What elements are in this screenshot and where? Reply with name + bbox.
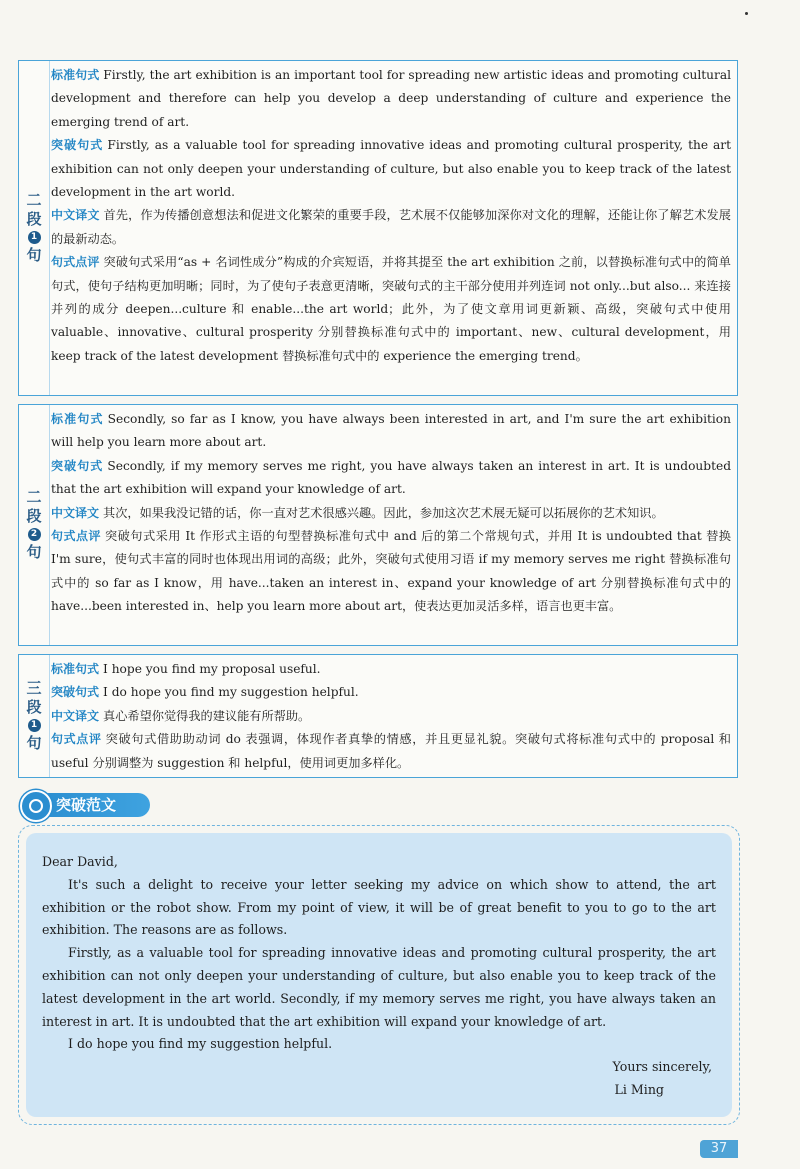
letter-greeting: Dear David, [42,854,118,869]
side-char: 段 [26,210,42,228]
magnifier-icon [20,790,52,822]
side-number-badge: 2 [28,528,41,541]
tag-label: 中文译文 [51,505,100,520]
para-text: I hope you find my proposal useful. [103,662,321,676]
chinese-translation [51,502,731,525]
standard-sentence [51,408,731,455]
tag-label: 标准句式 [51,662,100,676]
tag-label: 句式点评 [51,732,102,747]
tag-label: 中文译文 [51,208,100,223]
improved-sentence [51,455,731,502]
para-text: 突破句式借助助动词 do 表强调，体现作者真挚的情感，并且更显礼貌。突破句式将标准句式中的 proposal 和 useful 分别调整为 suggestion 和 helpful，使用词更加多样化。 [51,732,731,770]
para-text: I do hope you find my suggestion helpful. [103,685,359,700]
para-text: 突破句式采用“as + 名词性成分”构成的介宾短语，并将其提至 the art exhibition 之前，以替换标准句式中的简单句式，使句子结构更加明晰；同时，为了使句子表意更清晰，突破句式的主干部分使用并列连词 not only...but also... 来连接并列的成分 deepen...culture 和 enable...the art world；此外，为了使文章用词更新颖、高级，突破句式中使用 valuable、innovative、cultural prosperity 分别替换标准句式中的 important、new、cultural development，用 keep track of the latest development 替换标准句式中的 experience the emerging trend。 [51,255,731,363]
sentence-comment [51,728,731,775]
standard-sentence [51,658,731,681]
para-text: Secondly, so far as I know, you have always been interested in art, and I'm sure the art exhibition will help you learn more about art. [51,412,731,450]
sentence-comment [51,251,731,368]
para-text: 首先，作为传播创意想法和促进文化繁荣的重要手段，艺术展不仅能够加深你对文化的理解，还能让你了解艺术发展的最新动态。 [51,208,731,246]
side-char: 三 [26,679,42,697]
tag-label: 中文译文 [51,708,100,723]
letter-paragraph: It's such a delight to receive your letter seeking my advice on which show to attend, the art exhibition or the robot show. From my point of view, it will be of great benefit to you to go to the art exhibition. The reasons are as follows. [42,876,716,938]
letter-panel [26,833,732,1117]
letter-paragraph: Firstly, as a valuable tool for spreading innovative ideas and promoting cultural prosperity, the art exhibition can not only deepen your understanding of culture, but also enable you to keep track of the latest development in the art world. Secondly, if my memory serves me right, you have always taken an interest in art. It is undoubted that the art exhibition will expand your knowledge of art. [42,945,716,1029]
para-text: Firstly, the art exhibition is an important tool for spreading new artistic ideas and promoting cultural development and therefore can help you develop a deep understanding of culture and experience the emerging trend of art. [51,68,731,129]
page-number: 37 [700,1140,738,1158]
model-essay-box [18,825,740,1125]
chinese-translation [51,705,731,728]
side-char: 段 [26,507,42,525]
tag-label: 突破句式 [51,458,104,473]
side-char: 句 [26,543,42,561]
section-paragraph2-sentence1 [18,60,738,396]
section-body [51,408,731,619]
side-number-badge: 1 [28,231,41,244]
side-char: 句 [26,734,42,752]
para-text: Firstly, as a valuable tool for spreading innovative ideas and promoting cultural prosperity, the art exhibition can not only deepen your understanding of culture, but also enable you to keep track of the latest development in the art world. [51,138,731,200]
letter-text [42,851,716,1102]
tag-label: 突破句式 [51,685,100,700]
speck [745,12,748,15]
section-body [51,658,731,775]
standard-sentence [51,64,731,134]
improved-sentence [51,681,731,704]
tag-label: 突破句式 [51,138,104,153]
para-text: 真心希望你觉得我的建议能有所帮助。 [103,708,311,723]
tag-label: 句式点评 [51,255,100,270]
section-side-label [19,405,50,645]
section-body [51,64,731,368]
letter-paragraph: I do hope you find my suggestion helpful. [68,1036,333,1052]
para-text: 突破句式采用 It 作形式主语的句型替换标准句式中 and 后的第二个常规句式，并用 It is undoubted that 替换 I'm sure，使句式丰富的同时也体现出用词的高级；此外，突破句式使用习语 if my memory serves me right 替换标准句式中的 so far as I know，用 have...taken an interest in、expand your knowledge of art 分别替换标准句式中的 have...been interested in、help you learn more about art，使表达更加灵活多样，语言也更丰富。 [51,529,731,614]
section-paragraph3-sentence1 [18,654,738,778]
side-char: 句 [26,246,42,264]
side-char: 二 [26,488,42,506]
side-char: 二 [26,191,42,209]
side-number-badge: 1 [28,719,41,732]
para-text: 其次，如果我没记错的话，你一直对艺术很感兴趣。因此，参加这次艺术展无疑可以拓展你的艺术知识。 [103,505,664,520]
section-paragraph2-sentence2 [18,404,738,646]
sentence-comment [51,525,731,619]
tag-label: 标准句式 [51,68,100,82]
banner-label: 突破范文 [38,793,150,817]
model-essay-banner [20,790,160,820]
letter-signature: Li Ming [614,1081,664,1097]
side-char: 段 [26,698,42,716]
tag-label: 句式点评 [51,529,101,544]
para-text: Secondly, if my memory serves me right, you have always taken an interest in art. It is undoubted that the art exhibition will expand your knowledge of art. [51,458,731,497]
section-side-label [19,655,50,777]
improved-sentence [51,134,731,204]
letter-closing: Yours sincerely, [612,1059,712,1075]
chinese-translation [51,204,731,251]
section-side-label [19,61,50,395]
tag-label: 标准句式 [51,412,104,426]
